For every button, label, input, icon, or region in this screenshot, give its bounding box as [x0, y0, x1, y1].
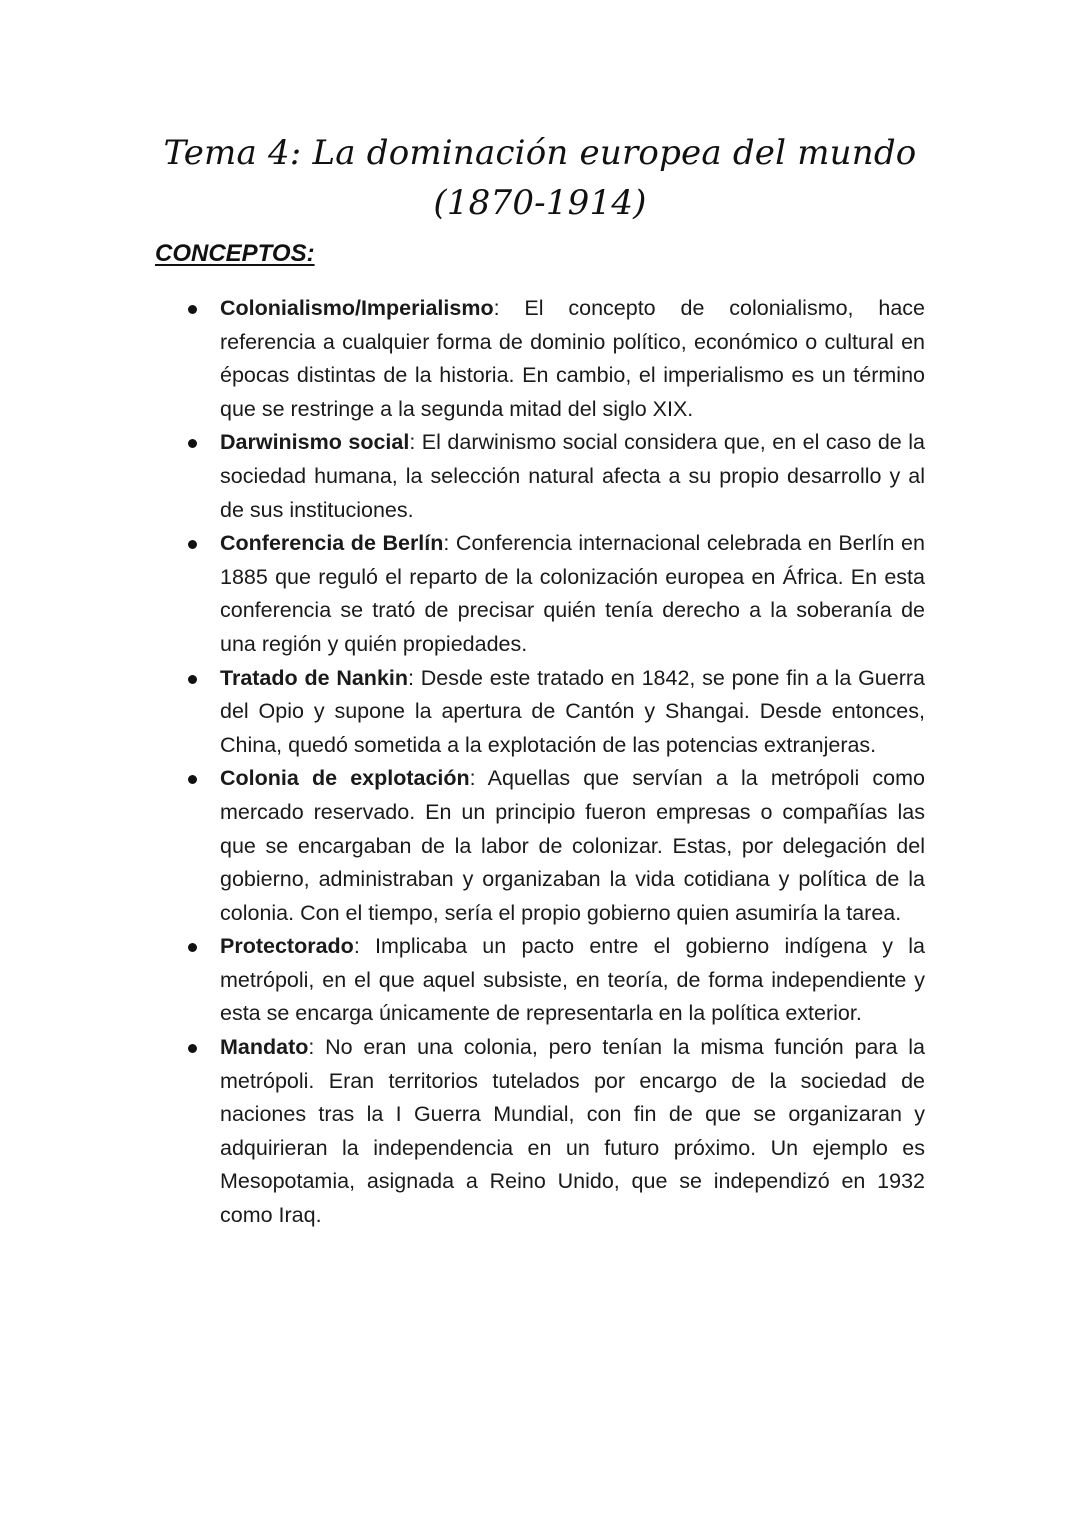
concept-definition: : El darwinismo social considera que, en el caso de la sociedad humana, la selección natural afecta a su propio desarrollo y al de sus instituciones. — [220, 430, 925, 522]
bullet-icon — [188, 305, 197, 314]
section-heading: CONCEPTOS: — [155, 240, 315, 267]
concept-term: Colonia de explotación — [220, 766, 470, 791]
concept-definition: : No eran una colonia, pero tenían la misma función para la metrópoli. Eran territorios tutelados por encargo de la sociedad de naciones tras la I Guerra Mundial, con fin de que se organizaran y adquirieran la independencia en un futuro próximo. Un ejemplo es Mesopotamia, asignada a Reino Unido, que se independizó en 1932 como Iraq. — [220, 1035, 925, 1228]
concept-item-conferencia-berlin — [185, 527, 925, 661]
concept-item-darwinismo — [185, 426, 925, 527]
concept-term: Protectorado — [220, 934, 354, 959]
concept-list — [185, 292, 925, 1233]
concept-term: Darwinismo social — [220, 430, 410, 455]
title-line-1: Tema 4: La dominación europea del mundo — [163, 133, 917, 173]
concept-item-colonialismo — [185, 292, 925, 426]
bullet-icon — [188, 675, 197, 684]
concept-item-protectorado — [185, 930, 925, 1031]
concept-item-colonia-explotacion — [185, 762, 925, 930]
concept-definition: : Implicaba un pacto entre el gobierno indígena y la metrópoli, en el que aquel subsiste, en teoría, de forma independiente y esta se encarga únicamente de representarla en la política exterior. — [220, 934, 925, 1026]
bullet-icon — [188, 1044, 197, 1053]
page-title — [150, 128, 930, 228]
title-line-2: (1870-1914) — [433, 183, 647, 223]
concept-definition: : Conferencia internacional celebrada en Berlín en 1885 que reguló el reparto de la colonización europea en África. En esta conferencia se trató de precisar quién tenía derecho a la soberanía de una región y quién propiedades. — [220, 531, 925, 656]
concept-item-mandato — [185, 1031, 925, 1233]
bullet-icon — [188, 943, 197, 952]
concept-item-tratado-nankin — [185, 662, 925, 763]
concept-term: Mandato — [220, 1035, 309, 1060]
concept-term: Tratado de Nankin — [220, 665, 409, 690]
concept-term: Conferencia de Berlín — [220, 531, 444, 556]
concept-term: Colonialismo/Imperialismo — [220, 296, 494, 320]
bullet-icon — [188, 439, 197, 448]
concept-definition: : Aquellas que servían a la metrópoli como mercado reservado. En un principio fueron empresas o compañías las que se encargaban de la labor de colonizar. Estas, por delegación del gobierno, administraban y organizaban la vida cotidiana y política de la colonia. Con el tiempo, sería el propio gobierno quien asumiría la tarea. — [220, 766, 925, 925]
bullet-icon — [188, 775, 197, 784]
concept-definition: : Desde este tratado en 1842, se pone fin a la Guerra del Opio y supone la apertura de Cantón y Shangai. Desde entonces, China, quedó sometida a la explotación de las potencias extranjeras. — [220, 665, 925, 757]
bullet-icon — [188, 540, 197, 549]
concept-definition: : El concepto de colonialismo, hace referencia a cualquier forma de dominio político, económico o cultural en épocas distintas de la historia. En cambio, el imperialismo es un término que se restringe a la segunda mitad del siglo XIX. — [220, 296, 925, 421]
